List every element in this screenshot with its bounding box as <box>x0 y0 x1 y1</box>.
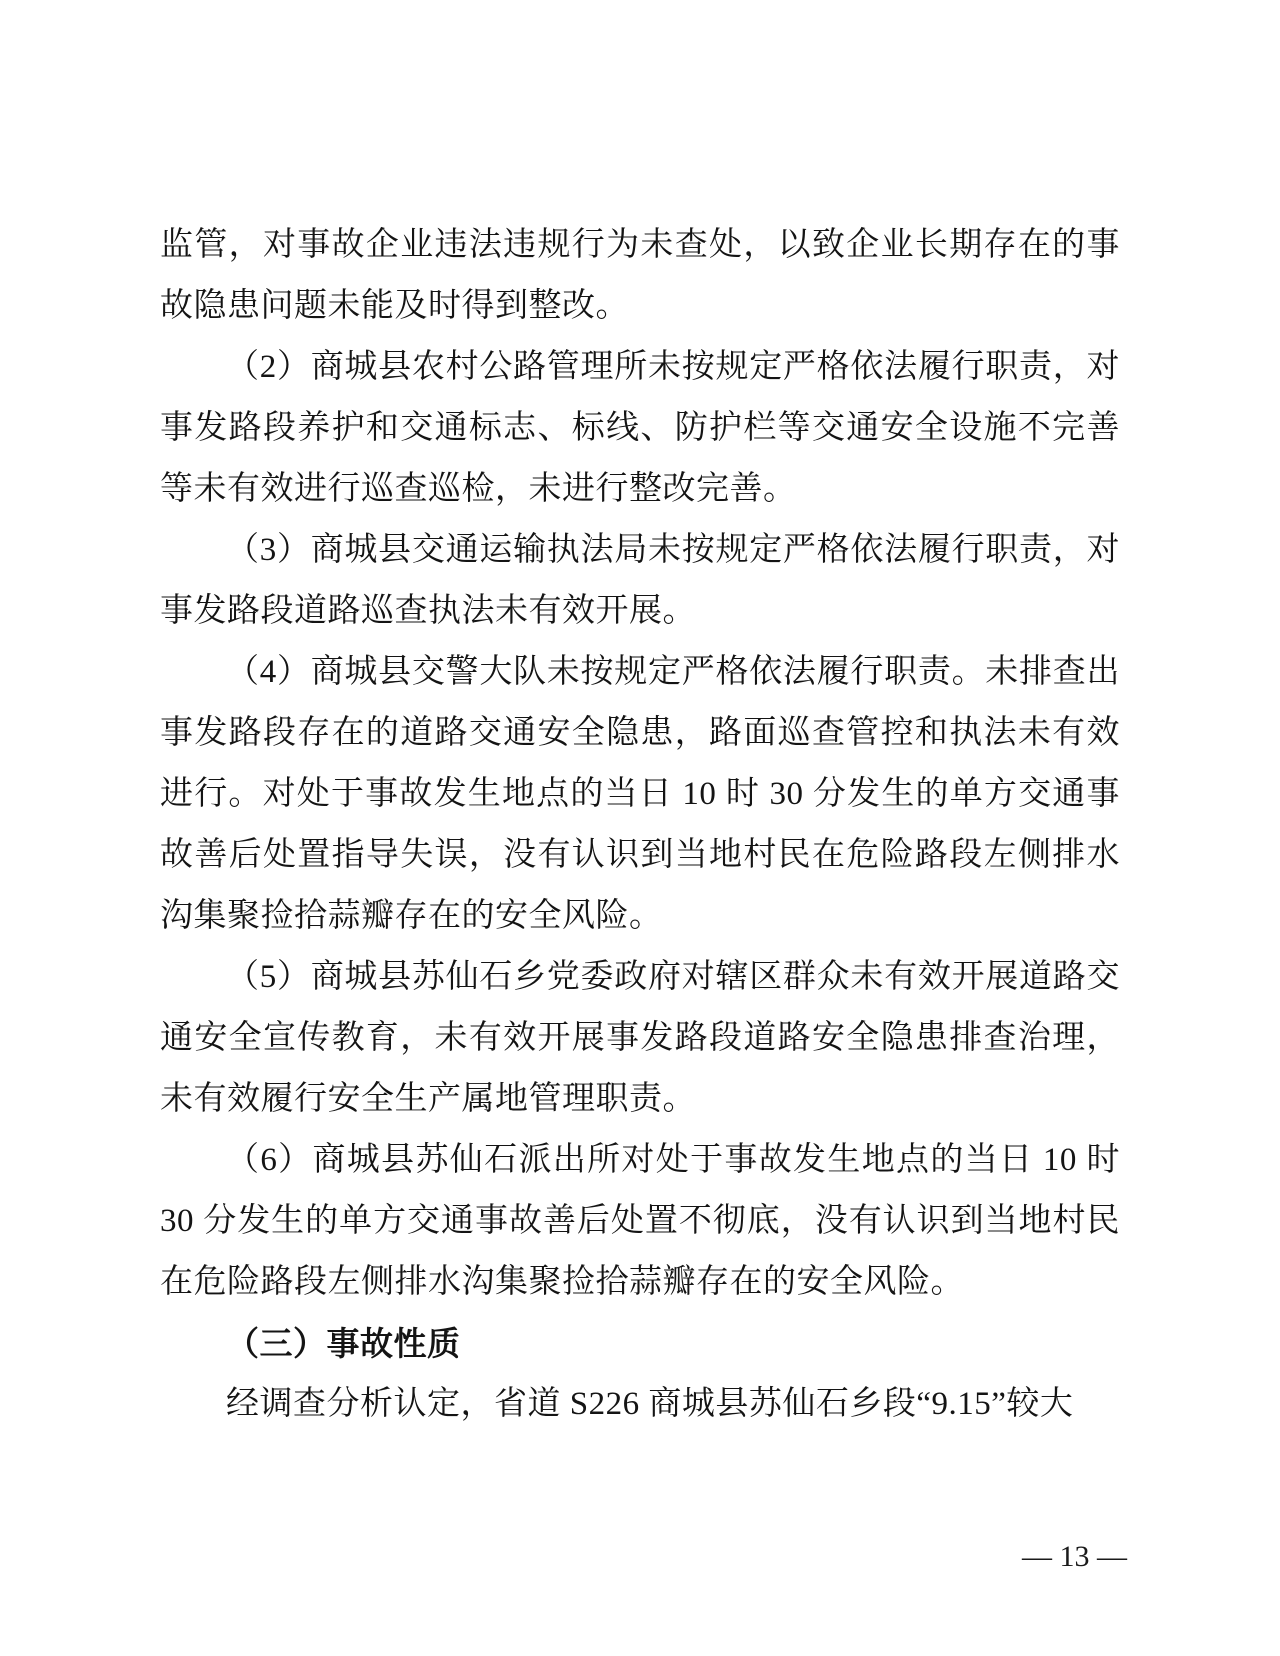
paragraph-item-4: （4）商城县交警大队未按规定严格依法履行职责。未排查出事发路段存在的道路交通安全隐患，路面巡查管控和执法未有效进行。对处于事故发生地点的当日 10 时 30 分发生的单方交通事故善后处置指导失误，没有认识到当地村民在危险路段左侧排水沟集聚捡拾蒜瓣存在的安全风险。 <box>160 654 1120 934</box>
page-number: — 13 — <box>1022 1540 1127 1573</box>
paragraph-item-3: （3）商城县交通运输执法局未按规定严格依法履行职责，对事发路段道路巡查执法未有效开展。 <box>160 532 1120 629</box>
paragraph-continuation: 监管，对事故企业违法违规行为未查处，以致企业长期存在的事故隐患问题未能及时得到整改。 <box>160 227 1120 324</box>
paragraph-item-6: （6）商城县苏仙石派出所对处于事故发生地点的当日 10 时 30 分发生的单方交通事故善后处置不彻底，没有认识到当地村民在危险路段左侧排水沟集聚捡拾蒜瓣存在的安全风险。 <box>160 1142 1120 1300</box>
document-body <box>160 215 1120 1435</box>
paragraph-conclusion: 经调查分析认定，省道 S226 商城县苏仙石乡段“9.15”较大 <box>226 1386 1074 1422</box>
paragraph-item-5: （5）商城县苏仙石乡党委政府对辖区群众未有效开展道路交通安全宣传教育，未有效开展事发路段道路安全隐患排查治理，未有效履行安全生产属地管理职责。 <box>160 959 1120 1117</box>
paragraph-item-2: （2）商城县农村公路管理所未按规定严格依法履行职责，对事发路段养护和交通标志、标线、防护栏等交通安全设施不完善等未有效进行巡查巡检，未进行整改完善。 <box>160 349 1120 507</box>
section-heading-accident-nature: （三）事故性质 <box>226 1325 461 1362</box>
